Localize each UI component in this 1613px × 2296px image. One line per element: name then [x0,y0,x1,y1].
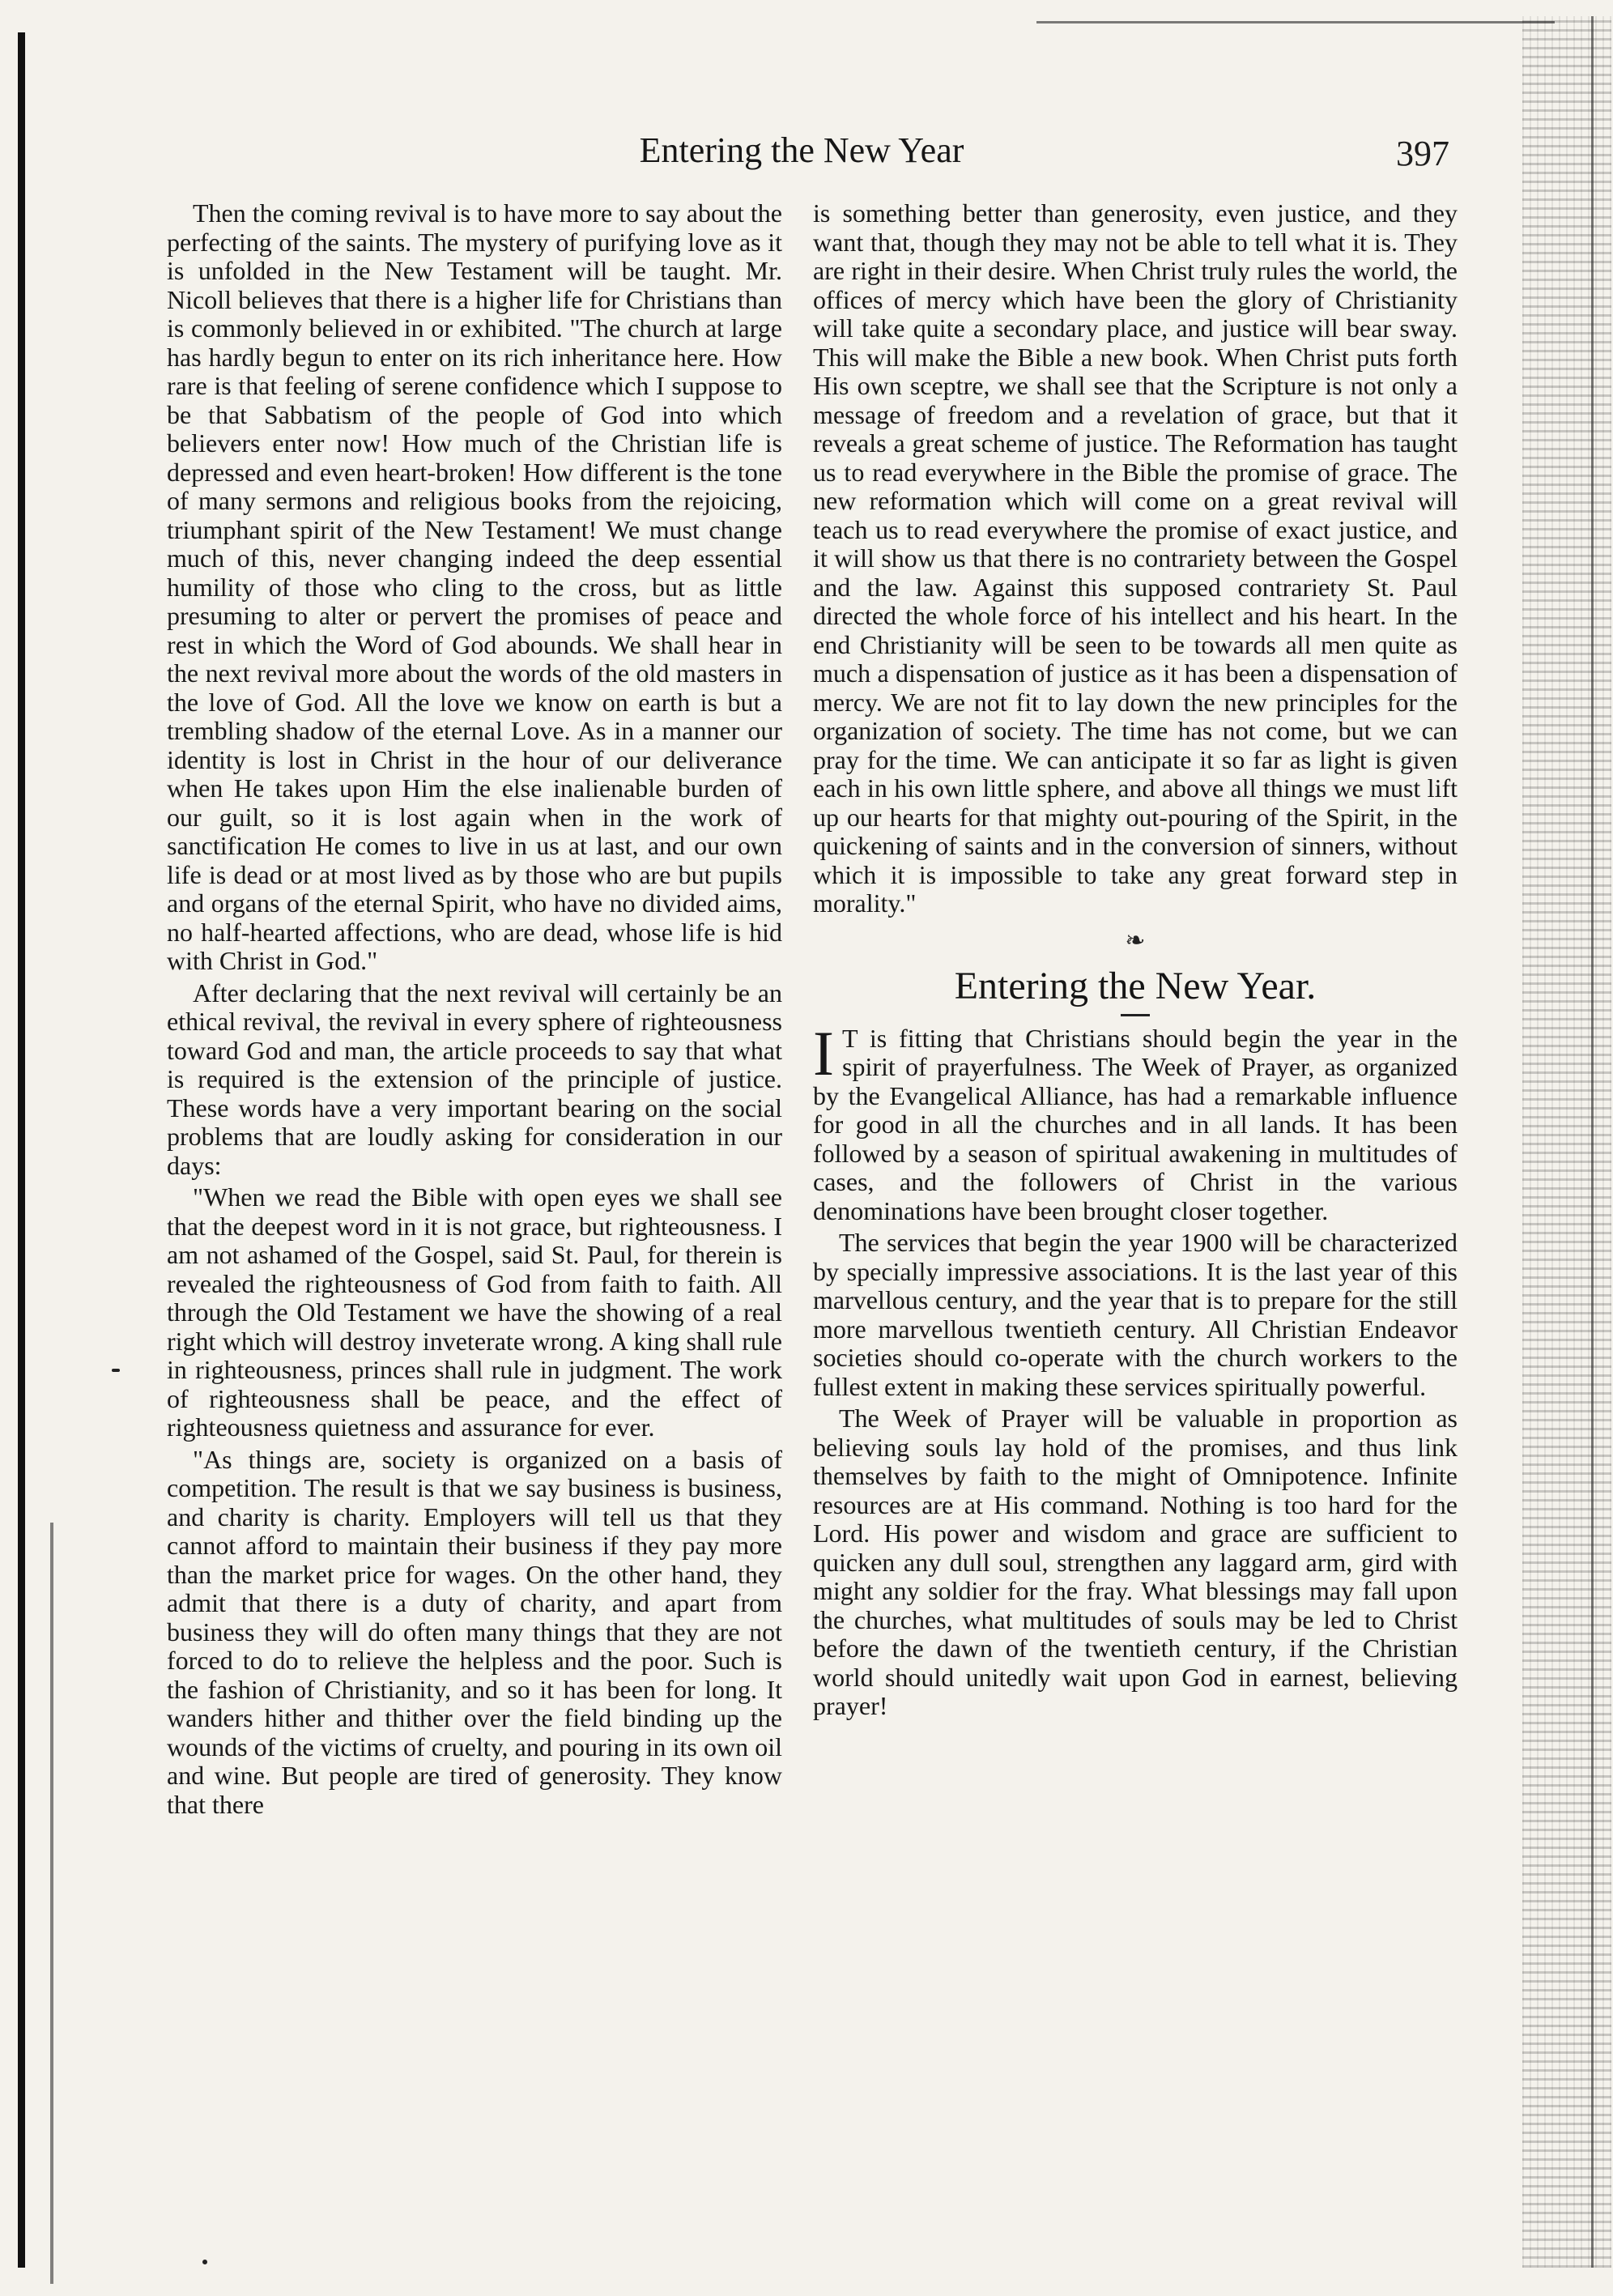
paragraph: "When we read the Bible with open eyes we shall see that the deepest word in it is not grace, but righteousness. I am not ashamed of the Gospel, said St. Paul, for therein is revealed the righteousness of God from faith to faith. All through the Old Testament we have the showing of a real right which will destroy inveterate wrong. A king shall rule in righteousness, princes shall rule in judgment. The work of righteousness shall be peace, and the effect of righteousness quietness and assurance for ever. [167,1182,782,1442]
drop-cap: I [813,1017,834,1088]
running-head: Entering the New Year [639,130,964,170]
paragraph-text: T is fitting that Christians should begin the year in the spirit of prayerfulness. The Week of Prayer, as organized by the Evangelical Alliance, has had a remarkable influence for good in all the churches and in all lands. It has been followed by a season of spiritual awakening in multitudes of cases, and the followers of Christ in the various denominations have been brought closer together. [813,1023,1458,1225]
page-edge-line [1591,16,1594,2268]
paragraph-first [813,1017,1458,1226]
paragraph: Then the coming revival is to have more to say about the perfecting of the saints. The mystery of purifying love as it is unfolded in the New Testament will be taught. Mr. Nicoll believes that there is a higher life for Christians than is commonly believed in or exhibited. "The church at large has hardly begun to enter on its rich inheritance here. How rare is that feeling of serene confidence which I suppose to be that Sabbatism of the people of God into which believers enter now! How much of the Christian life is depressed and even heart-broken! How different is the tone of many sermons and religious books from the rejoicing, triumphant spirit of the New Testament! We must change much of this, never changing indeed the deep essential humility of those who cling to the cross, but as little presuming to alter or pervert the promises of peace and rest in which the Word of God abounds. We shall hear in the next revival more about the words of the old masters in the love of God. All the love we know on earth is but a trembling shadow of the eternal Love. As in a manner our identity is lost in Christ in the hour of our deliverance when He takes upon Him the else inalienable burden of our guilt, so it is lost again when in the work of sanctification He comes to live in us at last, and our own life is dead or at most lived as by those who are but pupils and organs of the eternal Spirit, who have no divided aims, no half-hearted affections, who are dead, whose life is hid with Christ in God." [167,198,782,975]
binding-shadow [50,1523,53,2284]
paragraph: The Week of Prayer will be valuable in proportion as believing souls lay hold of the promises, and thus link themselves by faith to the might of Omnipotence. Infinite resources are at His command. Nothing is too hard for the Lord. His power and wisdom and grace are sufficient to quicken any dull soul, strengthen any laggard arm, gird with might any soldier for the fray. What blessings may fall upon the churches, what multitudes of souls may be led to Christ before the dawn of the twentieth century, if the Christian world should unitedly wait upon God in earnest, believing prayer! [813,1404,1458,1720]
page-number: 397 [1396,134,1449,173]
article-title: Entering the New Year. [954,964,1317,1007]
print-speck [112,1369,120,1372]
page-edge-bleed [1522,16,1611,2268]
print-speck [202,2260,207,2264]
paragraph: After declaring that the next revival will certainly be an ethical revival, the revival in every sphere of righteousness toward God and man, the article proceeds to say that what is required is the extension of the principle of justice. These words have a very important bearing on the social problems that are loudly asking for consideration in our days: [167,978,782,1180]
section-ornament: ❧ [1125,926,1146,954]
left-column [167,199,782,1819]
paragraph: "As things are, society is organized on a basis of competition. The result is that we say business is business, and charity is charity. Employers will tell us that they cannot afford to maintain their business if they pay more than the market price for wages. On the other hand, they admit that there is a duty of charity, and apart from business they will do often many things that they are not forced to do to relieve the helpless and the poor. Such is the fashion of Christianity, and so it has been for long. It wanders hither and thither over the field binding up the wounds of the victims of cruelty, and pouring in its own oil and wine. But people are tired of generosity. They know that there [167,1444,782,1819]
right-column [813,199,1458,1721]
paragraph-continuation: is something better than generosity, even justice, and they want that, though they may not be able to tell what it is. They are right in their desire. When Christ truly rules the world, the offices of mercy which have been the glory of Christianity will take quite a secondary place, and justice will bear sway. This will make the Bible a new book. When Christ puts forth His own sceptre, we shall see that the Scripture is not only a message of freedom and a revelation of grace, but that it reveals a great scheme of justice. The Reformation has taught us to read everywhere in the Bible the promise of grace. The new reformation which will come on a great revival will teach us to read everywhere the promise of exact justice, and it will show us that there is no contrariety between the Gospel and the law. Against this supposed contrariety St. Paul directed the whole force of his intellect and his heart. In the end Christianity will be seen to be towards all men quite as much a dispensation of justice as it has been a dispensation of mercy. We are not fit to lay down the new principles for the organization of society. The time has not come, but we can pray for the time. We can anticipate it so far as light is given each in his own little sphere, and above all things we must lift up our hearts for that mighty out-pouring of the Spirit, in the quickening of saints and in the conversion of sinners, without which it is impossible to take any great forward step in morality." [813,198,1458,918]
binding-edge [18,32,25,2268]
paragraph: The services that begin the year 1900 will be characterized by specially impressive associations. It is the last year of this marvellous century, and the year that is to prepare for the still more marvellous twentieth century. All Christian Endeavor societies should co-operate with the church workers to the fullest extent in making these services spiritually powerful. [813,1228,1458,1401]
top-edge-rule [1036,21,1555,23]
title-rule [1121,1014,1150,1016]
